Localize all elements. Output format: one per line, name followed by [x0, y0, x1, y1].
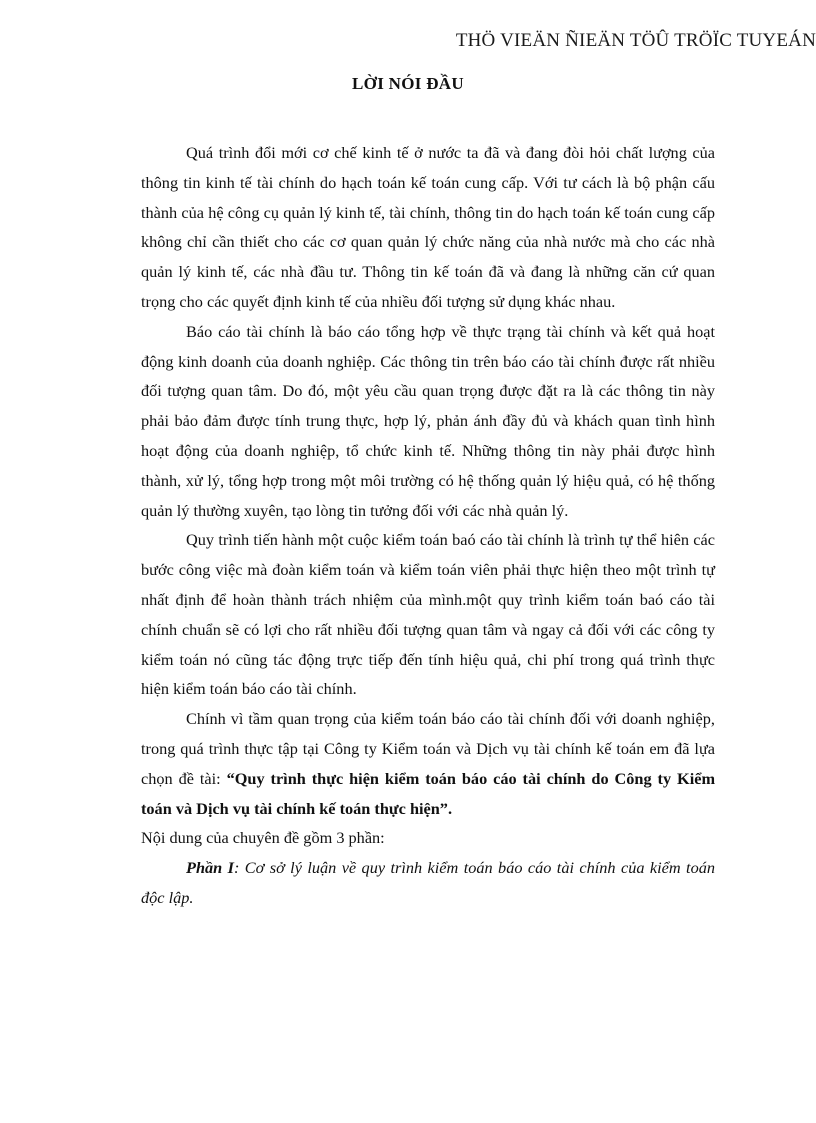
paragraph-audit-process: Quy trình tiến hành một cuộc kiểm toán baó cáo tài chính là trình tự thể hiên các bước công việc mà đoàn kiểm toán và kiểm toán viên phải thực hiện theo một trình tự nhất định để hoàn thành trách nhiệm của mình.một quy trình kiểm toán baó cáo tài chính chuẩn sẽ có lợi cho rất nhiều đối tượng quan tâm và ngay cả đối với các công ty kiểm toán nó cũng tác động trực tiếp đến tính hiệu quả, chi phí trong quá trình thực hiện kiểm toán báo cáo tài chính. — [141, 530, 715, 699]
topic-title: “Quy trình thực hiện kiểm toán báo cáo tài chính do Công ty Kiểm toán và Dịch vụ tài chính kế toán thực hiện”. — [141, 768, 716, 818]
paragraph-topic-choice — [141, 704, 715, 823]
topic-intro-text: Chính vì tầm quan trọng của kiểm toán báo cáo tài chính đối với doanh nghiệp, trong quá trình thực tập tại Công ty Kiểm toán và Dịch vụ tài chính kế toán em đã lựa chọn đề tài: — [141, 709, 715, 788]
part-one-label: Phần I — [186, 858, 234, 878]
document-body — [141, 138, 715, 913]
paragraph-intro: Quá trình đổi mới cơ chế kinh tế ở nước ta đã và đang đòi hỏi chất lượng của thông tin kinh tế tài chính do hạch toán kế toán cung cấp. Với tư cách là bộ phận cấu thành của hệ công cụ quản lý kinh tế, tài chính, thông tin do hạch toán kế toán cung cấp không chỉ cần thiết cho các cơ quan quản lý chức năng của nhà nước mà cho các nhà quản lý kinh tế, các nhà đầu tư. Thông tin kế toán đã và đang là những căn cứ quan trọng cho các quyết định kinh tế của nhiều đối tượng sử dụng khác nhau. — [141, 143, 715, 311]
page-title: LỜI NÓI ĐẦU — [352, 74, 464, 93]
paragraph-part-one — [141, 853, 715, 913]
paragraph-financial-report: Báo cáo tài chính là báo cáo tổng hợp về thực trạng tài chính và kết quả hoạt động kinh doanh của doanh nghiệp. Các thông tin trên báo cáo tài chính được rất nhiều đối tượng quan tâm. Do đó, một yêu cầu quan trọng được đặt ra là các thông tin này phải bảo đảm được tính trung thực, hợp lý, phản ánh đầy đủ và khách quan tình hình hoạt động của doanh nghiệp, tổ chức kinh tế. Những thông tin này phải được hình thành, xử lý, tổng hợp trong một môi trường có hệ thống quản lý hiệu quả, có hệ thống quản lý thường xuyên, tạo lòng tin tưởng đối với các nhà quản lý. — [141, 321, 715, 520]
paragraph-contents-overview: Nội dung của chuyên đề gồm 3 phần: — [141, 828, 385, 848]
library-header-banner: THÖ VIEÄN ÑIEÄN TÖÛ TRÖÏC TUYEÁN — [455, 30, 816, 51]
part-one-text: : Cơ sở lý luận về quy trình kiểm toán báo cáo tài chính của kiểm toán độc lập. — [141, 858, 715, 907]
